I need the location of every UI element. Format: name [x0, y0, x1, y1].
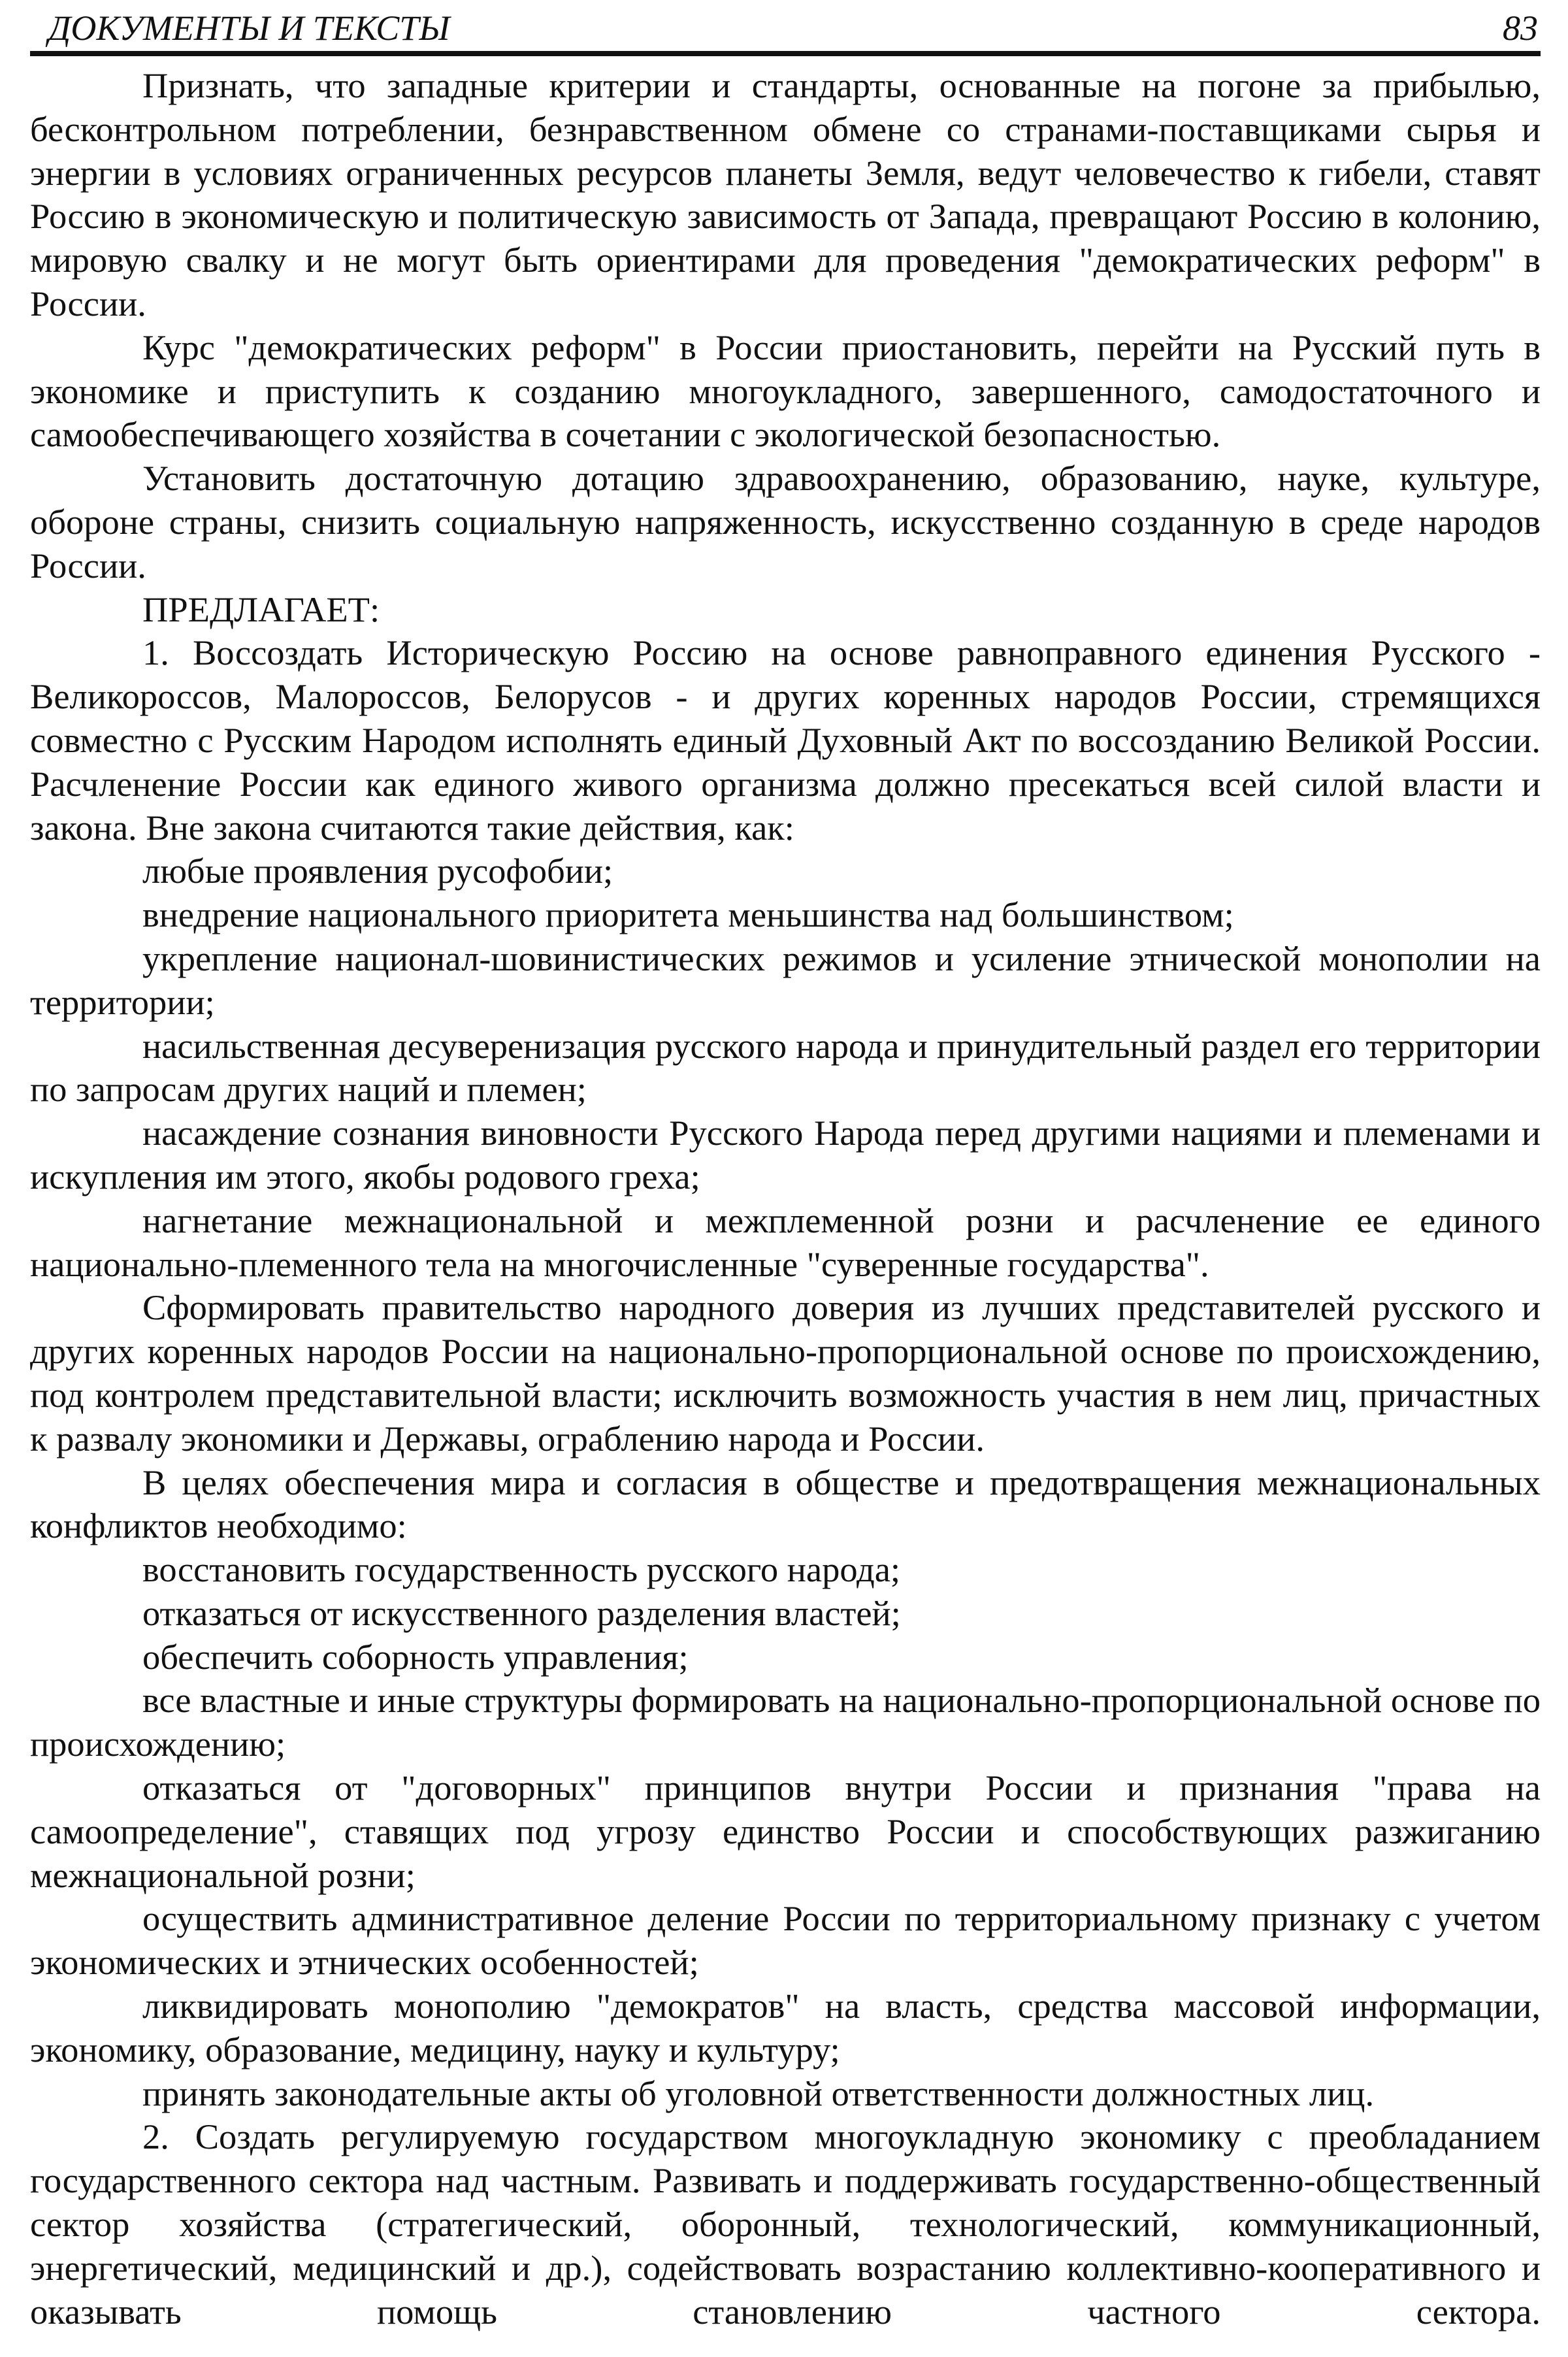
list-item: внедрение национального приоритета меньшинства над большинством;: [142, 895, 1234, 935]
paragraph: 1. Воссоздать Историческую Россию на основе равноправного единения Русского - Великороссов, Малороссов, Белорусов - и других коренных народов России, стремящихся совместно с Русским Народом исполнять единый Духовный Акт по воссозданию Великой России. Расчленение России как единого живого организма должно пресекаться всей силой власти и закона. Вне закона считаются такие действия, как:: [30, 633, 1541, 848]
document-page: [30, 5, 1541, 2351]
list-item: любые проявления русофобии;: [142, 851, 613, 891]
list-item: ликвидировать монополию "демократов" на власть, средства массовой информации, экономику, образование, медицину, науку и культуру;: [30, 1986, 1541, 2069]
list-item: восстановить государственность русского народа;: [142, 1549, 901, 1590]
list-item: насильственная десуверенизация русского народа и принудительный раздел его территории по запросам других наций и племен;: [30, 1025, 1541, 1110]
paragraph: Курс "демократических реформ" в России приостановить, перейти на Русский путь в экономике и приступить к созданию многоукладного, завершенного, самодостаточного и самообеспечивающего хозяйства в сочетании с экологической безопасностью.: [30, 327, 1541, 455]
page-number: 83: [1503, 8, 1538, 48]
document-body: [30, 56, 1541, 2333]
list-item: все властные и иные структуры формировать на национально-пропорциональной основе по происхождению;: [30, 1680, 1541, 1764]
paragraph: Признать, что западные критерии и стандарты, основанные на погоне за прибылью, бесконтрольном потреблении, безнравственном обмене со странами-поставщиками сырья и энергии в условиях ограниченных ресурсов планеты Земля, ведут человечество к гибели, ставят Россию в экономическую и политическую зависимость от Запада, превращают Россию в колонию, мировую свалку и не могут быть ориентирами для проведения "демократических реформ" в России.: [30, 65, 1541, 323]
list-item: отказаться от искусственного разделения властей;: [142, 1592, 901, 1633]
list-item: принять законодательные акты об уголовной ответственности должностных лиц.: [142, 2073, 1375, 2113]
running-title: ДОКУМЕНТЫ И ТЕКСТЫ: [48, 8, 450, 48]
list-item: осуществить административное деление России по территориальному признаку с учетом экономических и этнических особенностей;: [30, 1898, 1541, 1983]
paragraph: Установить достаточную дотацию здравоохранению, образованию, науке, культуре, обороне страны, снизить социальную напряженность, искусственно созданную в среде народов России.: [30, 458, 1541, 585]
list-item: отказаться от "договорных" принципов внутри России и признания "права на самоопределение", ставящих под угрозу единство России и способствующих разжиганию межнациональной розни;: [30, 1768, 1541, 1895]
paragraph: В целях обеспечения мира и согласия в обществе и предотвращения межнациональных конфликтов необходимо:: [30, 1462, 1541, 1546]
paragraph: 2. Создать регулируемую государством многоукладную экономику с преобладанием государственного сектора над частным. Развивать и поддерживать государственно-общественный сектор хозяйства (стратегический, оборонный, технологический, коммуникационный, энергетический, медицинский и др.), содействовать возрастанию коллективно-кооперативного и оказывать помощь становлению частного сектора.: [30, 2117, 1541, 2332]
list-item: насаждение сознания виновности Русского Народа перед другими нациями и племенами и искупления им этого, якобы родового греха;: [30, 1113, 1541, 1196]
paragraph: Сформировать правительство народного доверия из лучших представителей русского и других коренных народов России на национально-пропорциональной основе по происхождению, под контролем представительной власти; исключить возможность участия в нем лиц, причастных к развалу экономики и Державы, ограблению народа и России.: [30, 1287, 1541, 1459]
page-header: [30, 5, 1541, 56]
section-heading: ПРЕДЛАГАЕТ:: [142, 589, 380, 629]
list-item: обеспечить соборность управления;: [142, 1636, 689, 1677]
list-item: укрепление национал-шовинистических режимов и усиление этнической монополии на территории;: [30, 938, 1541, 1022]
list-item: нагнетание межнациональной и межплеменной розни и расчленение ее единого национально-племенного тела на многочисленные "суверенные государства".: [30, 1200, 1541, 1284]
